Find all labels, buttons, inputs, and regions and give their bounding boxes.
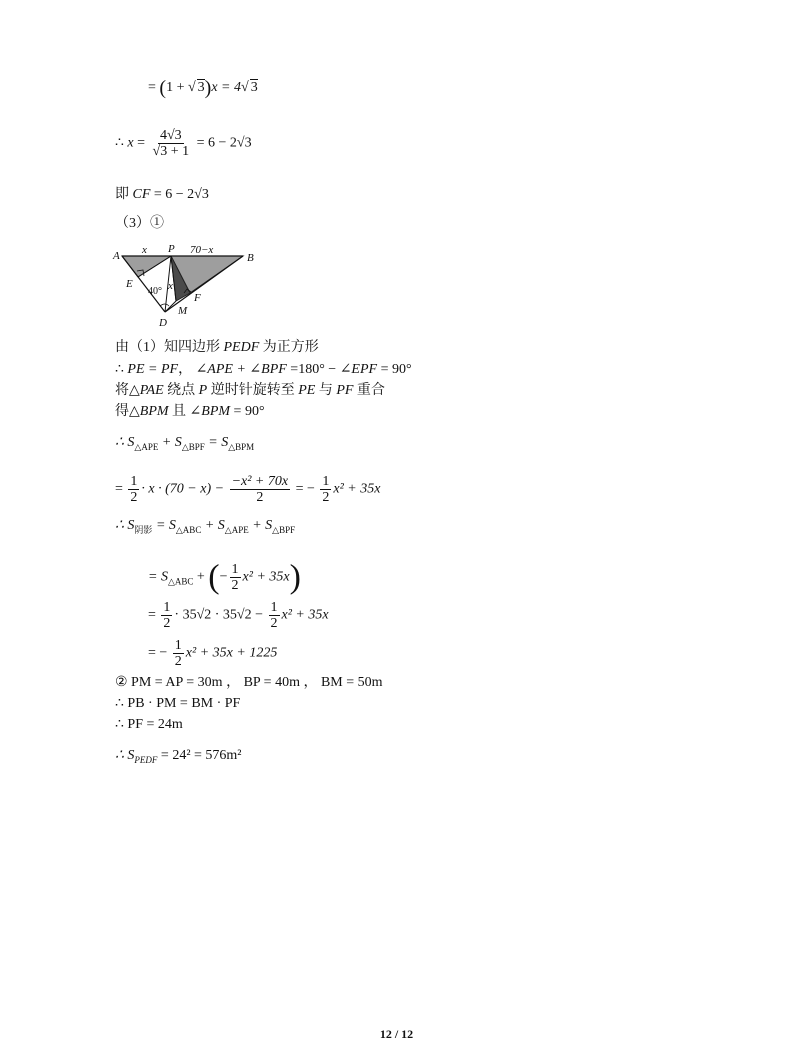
expr: ∴ S <box>115 518 135 533</box>
expr: ∠BPM <box>189 404 231 419</box>
label-d: D <box>159 317 167 329</box>
eq-token: = 24² = 576m² <box>157 748 242 763</box>
numerator: 1 <box>322 474 330 489</box>
text-line-7 <box>115 381 385 401</box>
variable: x <box>127 135 134 151</box>
label-f: F <box>194 292 201 304</box>
expr: BPM <box>139 404 169 419</box>
eq-line-17: ∴ PF = 24m <box>115 717 183 732</box>
text: 为正方形 <box>259 340 319 355</box>
label-a: A <box>113 250 120 262</box>
text: = 90° <box>230 404 265 419</box>
eq-token: = <box>148 607 160 623</box>
paren-open: ( <box>159 77 167 99</box>
variable: PEDF <box>223 340 260 355</box>
denominator: 2 <box>130 490 138 505</box>
eq-line-12 <box>148 558 301 596</box>
eq-token: = <box>148 80 160 96</box>
eq-line-11 <box>115 516 295 540</box>
text: =180° − <box>286 362 340 377</box>
fraction <box>173 638 184 669</box>
label-angle-40: 40° <box>148 286 162 297</box>
subscript: △BPF <box>181 441 205 452</box>
expr: ∴ S <box>115 435 135 450</box>
text: 且 <box>168 404 190 419</box>
eq-token: + <box>193 569 209 585</box>
text: 逆时针旋转至 <box>207 383 299 398</box>
radicand: 3 <box>197 80 205 96</box>
label-70-x: 70−x <box>190 244 214 256</box>
expr: PE <box>298 383 316 398</box>
denominator: 2 <box>270 616 278 631</box>
expr: + S <box>201 518 225 533</box>
text: = 90° <box>377 362 412 377</box>
subscript: PEDF <box>134 754 158 765</box>
label-x-top: x <box>142 244 147 256</box>
expr: x² + 35x <box>281 607 329 623</box>
therefore-sign: ∴ <box>115 362 128 377</box>
expr: = S <box>204 435 229 450</box>
eq-line-3 <box>115 185 209 205</box>
fraction <box>161 600 172 631</box>
eq-token: x = 4 <box>211 80 242 96</box>
subscript: △ABC <box>167 576 194 587</box>
geometry-diagram <box>110 240 280 332</box>
fraction <box>269 600 280 631</box>
eq-line-9 <box>115 433 254 457</box>
expr: ∠APE + ∠BPF <box>195 362 287 377</box>
fraction <box>230 474 291 505</box>
text-line-5 <box>115 338 319 358</box>
expr: PF <box>336 383 354 398</box>
eq-token: − <box>219 569 228 585</box>
eq-token: · 35√2 · 35√2 − <box>174 607 267 623</box>
text: 将△ <box>115 383 140 398</box>
text: 即 <box>115 187 133 202</box>
expr: · x · (70 − x) − <box>141 481 228 497</box>
numerator: 1 <box>163 600 171 615</box>
eq-token: = − <box>148 645 171 661</box>
text: 由（1）知四边形 <box>115 340 224 355</box>
eq-token: = <box>133 135 149 151</box>
part-label: （3）① <box>115 216 164 231</box>
eq-token: 1 + <box>166 80 188 96</box>
denominator: 2 <box>174 654 182 669</box>
eq-token: = 6 − 2√3 <box>150 187 209 202</box>
denominator: 2 <box>322 490 330 505</box>
denominator: 2 <box>256 490 264 505</box>
text-line-6 <box>115 360 412 380</box>
label-x-mid: x <box>168 280 173 292</box>
expr: P <box>198 383 208 398</box>
expr: x² + 35x + 1225 <box>185 645 278 661</box>
fraction <box>230 562 241 593</box>
eq-line-18 <box>115 746 242 770</box>
expr: PAE <box>139 383 164 398</box>
subscript: △APE <box>224 524 249 535</box>
eq-token: = 6 − 2√3 <box>193 135 252 151</box>
paren-open: ( <box>208 558 220 596</box>
numerator: 1 <box>231 562 239 577</box>
paren-close: ) <box>289 558 301 596</box>
expr: ∠EPF <box>339 362 378 377</box>
therefore-sign: ∴ <box>115 135 128 151</box>
subscript: △ABC <box>175 524 202 535</box>
numerator: 1 <box>130 474 138 489</box>
expr: PE = PF <box>127 362 179 377</box>
eq-token: = <box>115 481 127 497</box>
fraction <box>151 128 192 159</box>
denominator: √3 + 1 <box>152 144 190 159</box>
label-m: M <box>178 305 188 317</box>
text: 得△ <box>115 404 140 419</box>
fraction <box>320 474 331 505</box>
expr: = S <box>152 518 176 533</box>
denominator: 2 <box>163 616 171 631</box>
text-line-8 <box>115 402 265 422</box>
numerator: 4√3 <box>160 128 182 143</box>
radical-sign: √ <box>187 80 196 96</box>
variable: CF <box>132 187 151 202</box>
label-p: P <box>168 243 175 255</box>
numerator: 1 <box>174 638 182 653</box>
eq-line-13 <box>148 600 329 631</box>
label-e: E <box>126 278 133 290</box>
label-b: B <box>247 252 254 264</box>
expr: + S <box>248 518 273 533</box>
text: 绕点 <box>163 383 199 398</box>
eq-line-16: ∴ PB · PM = BM · PF <box>115 696 241 711</box>
fraction <box>128 474 139 505</box>
angle-arc-d <box>160 304 169 306</box>
eq-token: = − <box>292 481 319 497</box>
radicand: 3 <box>250 80 258 96</box>
paren-close: ) <box>204 77 212 99</box>
expr: = S <box>148 569 168 585</box>
text: 与 <box>315 383 337 398</box>
subscript: △BPF <box>272 524 296 535</box>
eq-line-15: ② PM = AP = 30m ， BP = 40m ， BM = 50m <box>115 675 383 690</box>
line-dm <box>165 301 176 312</box>
subscript: △APE <box>134 441 159 452</box>
subscript: △BPM <box>228 441 255 452</box>
eq-line-10 <box>115 474 380 505</box>
eq-line-1 <box>148 78 258 98</box>
expr: x² + 35x <box>242 569 290 585</box>
eq-line-14 <box>148 638 277 669</box>
expr: + S <box>158 435 182 450</box>
subscript: 阴影 <box>134 524 153 535</box>
numerator: 1 <box>270 600 278 615</box>
expr: x² + 35x <box>333 481 381 497</box>
page-number: 12 / 12 <box>379 1027 414 1041</box>
radical-sign: √ <box>241 80 249 96</box>
text: 重合 <box>353 383 385 398</box>
eq-line-2 <box>115 128 252 159</box>
text: ， <box>178 362 196 377</box>
numerator: −x² + 70x <box>231 474 289 489</box>
denominator: 2 <box>231 578 239 593</box>
expr: ∴ S <box>115 748 135 763</box>
